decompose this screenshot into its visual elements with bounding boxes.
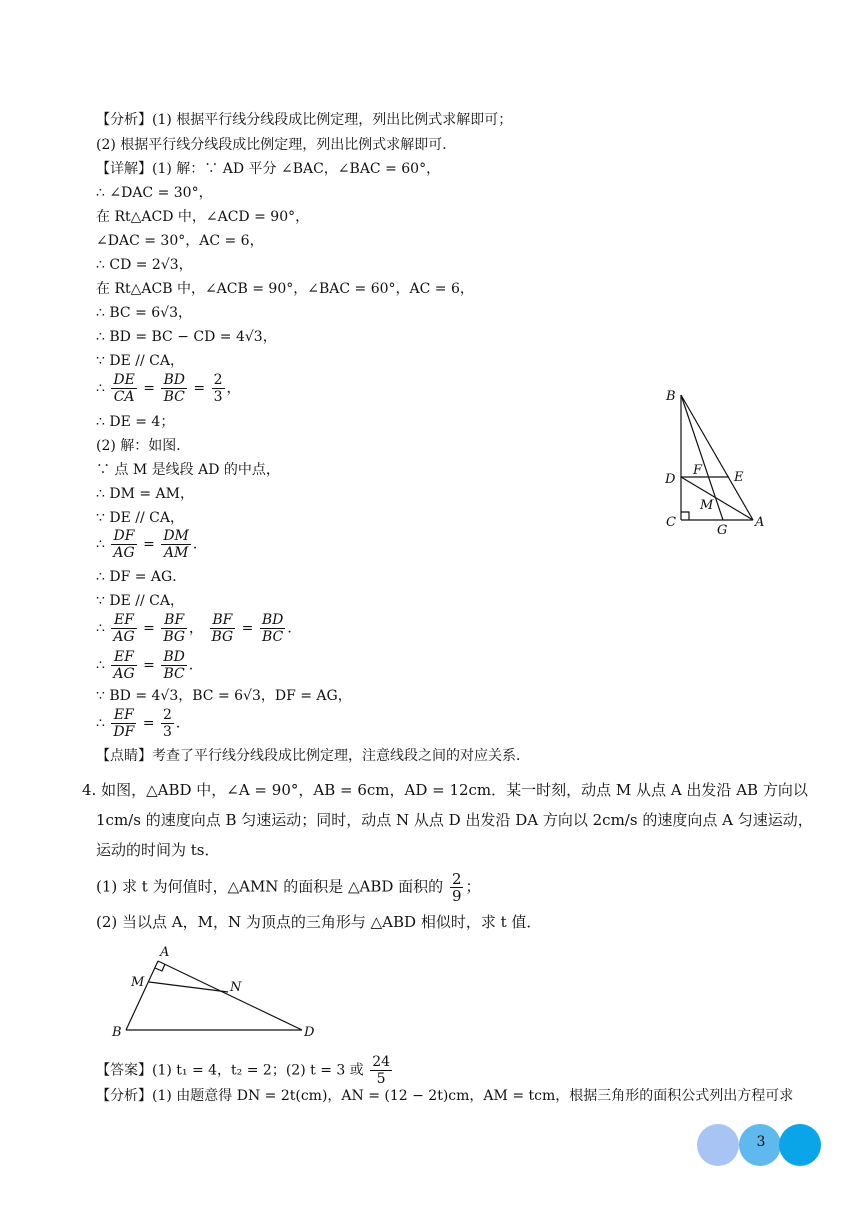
page-number: 3 [756,1134,766,1150]
analysis-line-1: 【分析】(1) 根据平行线分线段成比例定理，列出比例式求解即可； [96,112,513,128]
figure-triangle-abd [106,944,326,1039]
solution-line-2: ∴ ∠DAC = 30°， [96,185,213,201]
solution-line-10: ∴ DE = 4； [96,414,175,430]
q4-line-2: 1cm/s 的速度向点 B 匀速运动；同时，动点 N 从点 D 出发沿 DA 方向以 2cm/s 的速度向点 A 匀速运动， [96,811,813,829]
solution-line-3: 在 Rt△ACD 中，∠ACD = 90°， [96,209,310,225]
fig1-label-f: F [693,463,703,478]
page-circle-1 [697,1124,739,1166]
fraction-line-1: ∴ $\frac{DE}{CA}$ = $\frac{BD}{BC}$ = $\frac{2}{3}$ ， [96,372,241,405]
solution-line-5: ∴ CD = 2√3， [96,257,193,273]
page-circle-3 [779,1124,821,1166]
solution-line-15: ∴ DF = AG． [96,569,187,585]
solution-line-7: ∴ BC = 6√3， [96,305,192,321]
fig2-label-n: N [230,980,242,995]
solution-line-13: ∴ DM = AM， [96,486,194,502]
analysis-line-2: (2) 根据平行线分线段成比例定理，列出比例式求解即可． [96,137,457,153]
fraction-line-5: ∴ $\frac{EF}{DF}$ = $\frac{2}{3}$ ． [96,707,190,740]
q4-line-3: 运动的时间为 ts． [96,841,220,859]
fig1-label-c: C [666,515,676,530]
solution-line-11: (2) 解：如图． [96,438,191,454]
fig1-label-m: M [700,498,714,513]
q4-subquestion-2: (2) 当以点 A，M，N 为顶点的三角形与 △ABD 相似时，求 t 值． [96,913,542,931]
fig2-label-m: M [131,975,145,990]
fig2-label-d: D [304,1025,315,1039]
q4-subquestion-1: (1) 求 t 为何值时，△AMN 的面积是 △ABD 面积的 $\frac{2}{9}$ ； [96,870,481,905]
solution-line-9: ∵ DE // CA， [96,353,184,369]
figure-triangle-bca [660,387,770,537]
fig1-label-e: E [734,470,744,485]
fraction-line-3: ∴ $\frac{EF}{AG}$ = $\frac{BF}{BG}$ ， $\frac{BF}{BG}$ = $\frac{BD}{BC}$ ． [96,612,302,645]
fig1-label-g: G [717,523,728,537]
analysis-line-q4: 【分析】(1) 由题意得 DN = 2t(cm)，AN = (12 − 2t)cm，AM = tcm，根据三角形的面积公式列出方程可求 [96,1088,794,1104]
solution-line-14: ∵ DE // CA， [96,510,184,526]
fig1-label-a: A [755,515,765,530]
solution-line-6: 在 Rt△ACB 中，∠ACB = 90°，∠BAC = 60°，AC = 6， [96,281,474,297]
answer-line: 【答案】(1) t₁ = 4，t₂ = 2；(2) t = 3 或 $\frac{24}{5}$ [96,1054,391,1087]
fig2-label-b: B [112,1025,122,1039]
fraction-line-2: ∴ $\frac{DF}{AG}$ = $\frac{DM}{AM}$ ． [96,528,207,561]
fraction-line-4: ∴ $\frac{EF}{AG}$ = $\frac{BD}{BC}$ ． [96,649,203,682]
fig1-label-d: D [665,472,676,487]
q4-line-1: 4. 如图，△ABD 中，∠A = 90°，AB = 6cm，AD = 12cm．某一时刻，动点 M 从点 A 出发沿 AB 方向以 [82,781,808,799]
solution-line-1: 【详解】(1) 解：∵ AD 平分 ∠BAC，∠BAC = 60°， [96,161,441,177]
solution-line-17: ∵ BD = 4√3，BC = 6√3，DF = AG， [96,688,352,704]
solution-line-4: ∠DAC = 30°，AC = 6， [96,233,264,249]
fig1-label-b: B [666,389,676,404]
solution-line-12: ∵ 点 M 是线段 AD 的中点， [96,462,280,478]
solution-line-8: ∴ BD = BC − CD = 4√3， [96,329,277,345]
fig2-label-a: A [160,945,170,960]
comment-line: 【点睛】考查了平行线分线段成比例定理，注意线段之间的对应关系． [96,748,530,764]
solution-line-16: ∵ DE // CA， [96,593,184,609]
